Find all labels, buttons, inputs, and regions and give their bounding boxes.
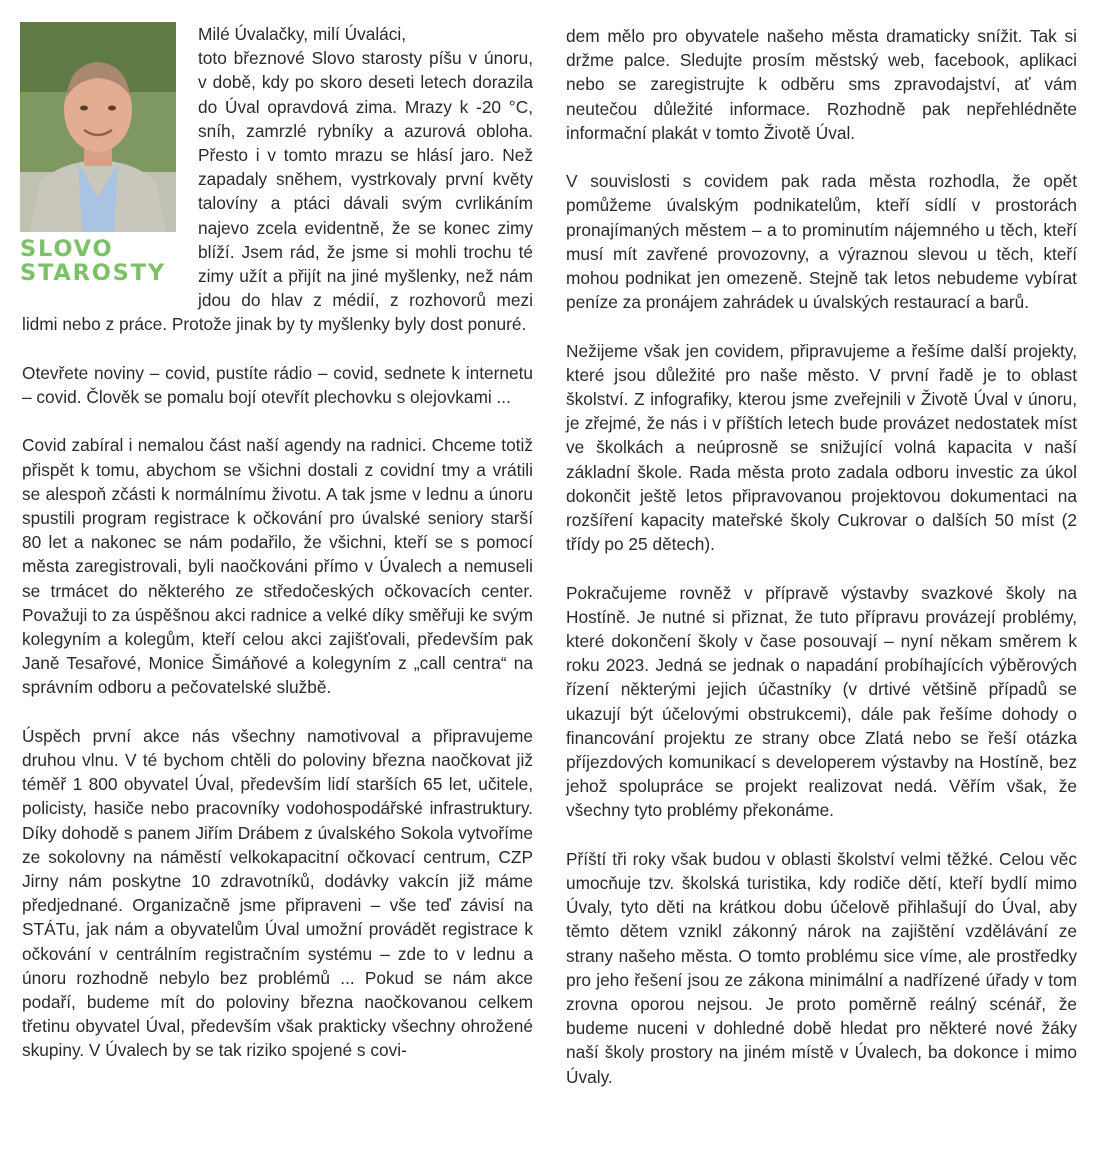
- mayor-portrait: [20, 22, 176, 232]
- column-heading: SLOVO STAROSTY: [20, 236, 166, 286]
- paragraph: V souvislosti s covidem pak rada města rozhodla, že opět pomůžeme úvalským podnikatelům, kteří sídlí v prostorách pronajímaných městem – a to prominutím nájemného u těch, kteří musí mít zavřené provozovny, a výraznou slevou u těch, kteří mohou podnikat jen omezeně. Stejně tak letos nebudeme vybírat peníze za pronájem zahrádek u úvalských restaurací a barů.: [566, 171, 1077, 313]
- paragraph: Nežijeme však jen covidem, připravujeme a řešíme další projekty, které jsou důležité pro naše město. V první řadě je to oblast školství. Z infografiky, kterou jsme zveřejnili v Životě Úval v únoru, je zřejmé, že nás i v příštích letech bude provázet nedostatek míst ve školkách a neúprosně se snižující volná kapacita v naší základní škole. Rada města proto zadala odboru investic za úkol dokončit ještě letos připravovanou projektovou dokumentaci na rozšíření kapacity mateřské školy Cukrovar o dalších 50 míst (2 třídy po 25 dětech).: [566, 340, 1077, 555]
- paragraph: Milé Úvalačky, milí Úvaláci, toto březnové Slovo starosty píšu v únoru, v době, kdy po skoro deseti letech dorazila do Úval opravdová zima. Mrazy k -20 °C, sníh, zamrzlé rybníky a azurová obloha. Přesto i v tomto mrazu se hlásí jaro. Než zapadaly sněhem, vystrkovaly první květy talovíny a ptáci dávali svým cvrlikáním najevo zcela evidentně, že se konec zimy blíží. Jsem rád, že jsme si mohli trochu té zimy užít a přijít na jiné myšlenky, než nám jdou do hlav z médií, z rozhovorů mezi lidmi nebo z práce. Protože jinak by ty myšlenky byly dost ponuré.: [22, 24, 533, 335]
- right-column: [566, 24, 1077, 1089]
- paragraph: Úspěch první akce nás všechny namotivoval a připravujeme druhou vlnu. V té bychom chtěli do poloviny března naočkovat již téměř 1 800 obyvatel Úval, především lidí starších 65 let, učitele, policisty, hasiče nebo pracovníky vodohospodářské infrastruktury. Díky dohodě s panem Jiřím Drábem z úvalského Sokola vytvoříme ze sokolovny na náměstí velkokapacitní očkovací centrum, CZP Jirny nám poskytne 10 zdravotníků, dodávky vakcín již máme předjednané. Organizačně jsme připraveni – vše teď závisí na STÁTu, jak nám a obyvatelům Úval umožní provádět registrace k očkování v centrálním registračním systému – zde to v lednu a únoru rozhodně nebylo bez problémů ... Pokud se nám akce podaří, budeme mít do poloviny března naočkovanou celkem třetinu obyvatel Úval, především však prakticky všechny ohrožené skupiny. V Úvalech by se tak riziko spojené s covi-: [22, 725, 533, 1061]
- paragraph: Příští tři roky však budou v oblasti školství velmi těžké. Celou věc umocňuje tzv. školská turistika, kdy rodiče dětí, kteří bydlí mimo Úvaly, tyto děti na krátkou dobu účelově přihlašují do Úval, aby těmto dětem vznikl zákonný nárok na zajištění vzdělávání ze strany našeho města. O tomto problému sice víme, ale prostředky pro jeho řešení jsou ze zákona minimální a nadřízené úřady v tom zrovna oporou nejsou. Je proto poměrně reálný scénář, že budeme nuceni v dohledné době hledat pro některé nové žáky naší školy prostory na jiném místě v Úvalech, ba dokonce i mimo Úvaly.: [566, 848, 1077, 1087]
- mayor-photo-block: [20, 22, 188, 294]
- paragraph: dem mělo pro obyvatele našeho města dramaticky snížit. Tak si držme palce. Sledujte prosím městský web, facebook, aplikaci nebo se zaregistrujte k odběru sms zpravodajství, ať vám neutečou důležité informace. Rozhodně pak nepřehlédněte informační plakát v tomto Životě Úval.: [566, 26, 1077, 143]
- paragraph: Otevřete noviny – covid, pustíte rádio – covid, sednete k internetu – covid. Člověk se pomalu bojí otevřít plechovku s olejovkami ...: [22, 362, 533, 408]
- left-column: [22, 22, 533, 1063]
- paragraph: Covid zabíral i nemalou část naší agendy na radnici. Chceme totiž přispět k tomu, abychom se všichni dostali z covidní tmy a vrátili se alespoň zčásti k normálnímu životu. A tak jsme v lednu a únoru spustili program registrace k očkování pro úvalské seniory starší 80 let a nakonec se nám podařilo, že všichni, kteří se s pomocí města zaregistrovali, byli naočkováni přímo v Úvalech a nemuseli se trmácet do některého ze středočeských očkovacích center. Považuji to za úspěšnou akci radnice a velké díky směřuji ke svým kolegyním a kolegům, kteří celou akci zajišťovali, především pak Janě Tesařové, Monice Šimáňové a kolegyním z „call centra“ na správním odboru a pečovatelské službě.: [22, 435, 533, 698]
- paragraph: Pokračujeme rovněž v přípravě výstavby svazkové školy na Hostíně. Je nutné si přiznat, že tuto přípravu provázejí problémy, které dokončení školy v čase posouvají – nyní někam směrem k roku 2023. Jedná se jednak o napadání probíhajících výběrových řízení některými jejich účastníky (v drtivé většině případů se ukazují být účelovými obstrukcemi), dále pak řešíme dohody o financování projektu ze strany obce Zlatá nebo se řeší otázka příjezdových komunikací s developerem výstavby na Hostíně, bez jehož spolupráce se projekt realizovat nedá. Věřím však, že všechny tyto problémy překonáme.: [566, 582, 1077, 821]
